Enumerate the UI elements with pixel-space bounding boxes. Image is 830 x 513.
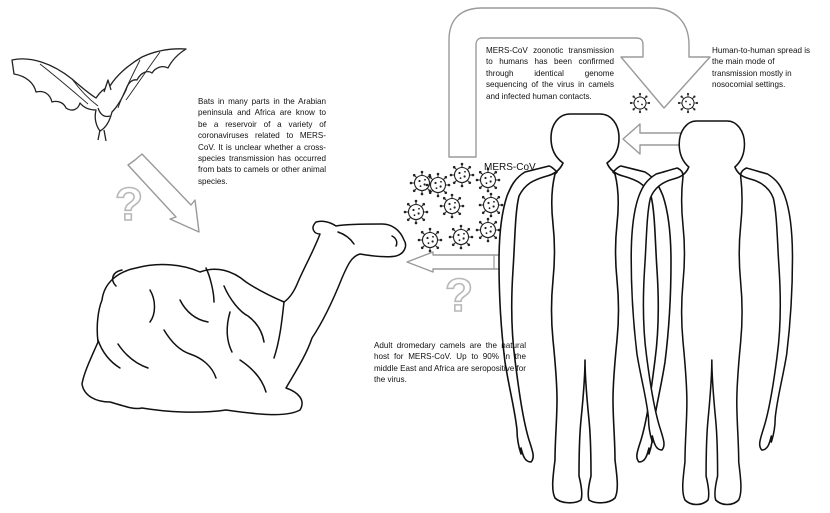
camel-host-description: Adult dromedary camels are the natural host for MERS-CoV. Up to 90% in the middle East and Africa are seropositive for the virus.: [374, 341, 526, 385]
human-figure-2: [631, 121, 792, 505]
virus-label: MERS-CoV: [484, 162, 536, 173]
zoonotic-transmission-description: MERS-CoV zoonotic transmission to humans has been confirmed through identical genome sequencing of the virus in camels and infected human contacts.: [486, 46, 614, 101]
camel-illustration: [82, 221, 406, 414]
bats-description: Bats in many parts in the Arabian peninsula and Africa are know to be a reservoir of a variety of coronaviruses related to MERS-CoV. It is unclear whether a cross-species transmission has occurred from bats to camels or other animal species.: [198, 97, 326, 186]
human-to-human-description: Human-to-human spread is the main mode of transmission mostly in nosocomial settings.: [712, 46, 811, 90]
bat-illustration: [12, 49, 186, 141]
virus-cluster: [404, 163, 504, 253]
question-mark-bat: ?: [115, 178, 144, 230]
question-mark-camel: ?: [445, 269, 474, 321]
